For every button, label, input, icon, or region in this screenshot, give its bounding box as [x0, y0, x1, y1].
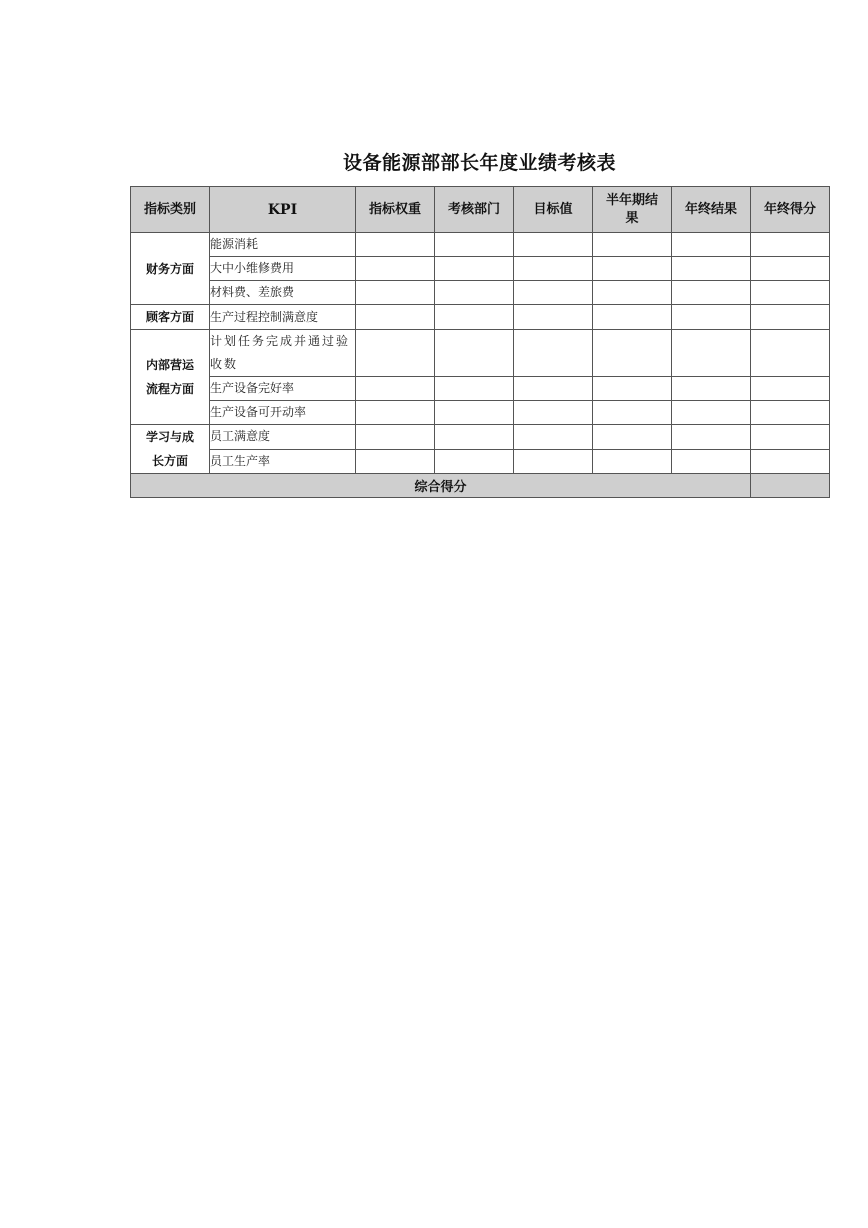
- cell-dept[interactable]: [435, 330, 514, 377]
- cell-weight[interactable]: [356, 449, 435, 474]
- cell-dept[interactable]: [435, 425, 514, 450]
- cell-year-end-score[interactable]: [751, 233, 830, 257]
- cell-weight[interactable]: [356, 377, 435, 401]
- kpi-plan-line2: 收数: [210, 357, 239, 371]
- total-label: 综合得分: [131, 474, 751, 498]
- cell-target[interactable]: [514, 401, 593, 425]
- cell-weight[interactable]: [356, 281, 435, 305]
- cell-weight[interactable]: [356, 305, 435, 330]
- cell-target[interactable]: [514, 305, 593, 330]
- category-internal-line1: 内部营运: [145, 358, 194, 372]
- kpi-table: [130, 186, 830, 498]
- cell-half-year[interactable]: [593, 401, 672, 425]
- category-finance: 财务方面: [131, 233, 210, 305]
- cell-weight[interactable]: [356, 233, 435, 257]
- cell-target[interactable]: [514, 425, 593, 450]
- kpi-staff-productivity: 员工生产率: [210, 449, 356, 474]
- cell-year-end-score[interactable]: [751, 425, 830, 450]
- header-half-year: [593, 187, 672, 233]
- cell-target[interactable]: [514, 330, 593, 377]
- cell-year-end-score[interactable]: [751, 305, 830, 330]
- cell-target[interactable]: [514, 449, 593, 474]
- table-row: [131, 257, 830, 281]
- kpi-staff-satisfaction: 员工满意度: [210, 425, 356, 450]
- total-row: [131, 474, 830, 498]
- table-row: [131, 305, 830, 330]
- cell-weight[interactable]: [356, 401, 435, 425]
- cell-dept[interactable]: [435, 401, 514, 425]
- cell-year-end-score[interactable]: [751, 449, 830, 474]
- header-year-end-result: 年终结果: [672, 187, 751, 233]
- cell-year-end-score[interactable]: [751, 257, 830, 281]
- table-row: [131, 425, 830, 450]
- cell-year-end-result[interactable]: [672, 401, 751, 425]
- table-row: [131, 377, 830, 401]
- cell-year-end-result[interactable]: [672, 257, 751, 281]
- cell-dept[interactable]: [435, 449, 514, 474]
- cell-year-end-score[interactable]: [751, 281, 830, 305]
- cell-year-end-score[interactable]: [751, 377, 830, 401]
- total-score-cell[interactable]: [751, 474, 830, 498]
- kpi-equipment-good: 生产设备完好率: [210, 377, 356, 401]
- kpi-maintenance: 大中小维修费用: [210, 257, 356, 281]
- kpi-energy: 能源消耗: [210, 233, 356, 257]
- header-half-year-line2: 果: [625, 210, 639, 226]
- cell-dept[interactable]: [435, 257, 514, 281]
- cell-year-end-result[interactable]: [672, 305, 751, 330]
- cell-half-year[interactable]: [593, 233, 672, 257]
- cell-half-year[interactable]: [593, 425, 672, 450]
- kpi-satisfaction: 生产过程控制满意度: [210, 305, 356, 330]
- cell-weight[interactable]: [356, 425, 435, 450]
- cell-target[interactable]: [514, 257, 593, 281]
- kpi-plan: [210, 330, 356, 377]
- table-header-row: [131, 187, 830, 233]
- header-target: 目标值: [514, 187, 593, 233]
- category-customer: 顾客方面: [131, 305, 210, 330]
- cell-target[interactable]: [514, 233, 593, 257]
- table-row: [131, 281, 830, 305]
- kpi-equipment-run: 生产设备可开动率: [210, 401, 356, 425]
- header-weight: 指标权重: [356, 187, 435, 233]
- cell-half-year[interactable]: [593, 377, 672, 401]
- header-category: 指标类别: [131, 187, 210, 233]
- cell-half-year[interactable]: [593, 449, 672, 474]
- header-kpi: KPI: [210, 187, 356, 233]
- table-row: [131, 401, 830, 425]
- kpi-plan-line1: 计划任务完成并通过验: [210, 334, 351, 348]
- cell-weight[interactable]: [356, 330, 435, 377]
- cell-half-year[interactable]: [593, 281, 672, 305]
- cell-year-end-result[interactable]: [672, 449, 751, 474]
- category-learning-line1: 学习与成: [145, 430, 194, 444]
- category-learning: [131, 425, 210, 474]
- cell-half-year[interactable]: [593, 330, 672, 377]
- cell-dept[interactable]: [435, 377, 514, 401]
- cell-year-end-score[interactable]: [751, 330, 830, 377]
- cell-weight[interactable]: [356, 257, 435, 281]
- cell-year-end-result[interactable]: [672, 281, 751, 305]
- cell-dept[interactable]: [435, 281, 514, 305]
- cell-dept[interactable]: [435, 233, 514, 257]
- cell-year-end-score[interactable]: [751, 401, 830, 425]
- category-learning-line2: 长方面: [151, 454, 188, 468]
- cell-year-end-result[interactable]: [672, 425, 751, 450]
- cell-dept[interactable]: [435, 305, 514, 330]
- cell-half-year[interactable]: [593, 305, 672, 330]
- cell-target[interactable]: [514, 377, 593, 401]
- cell-year-end-result[interactable]: [672, 377, 751, 401]
- table-row: [131, 330, 830, 377]
- kpi-materials: 材料费、差旅费: [210, 281, 356, 305]
- category-internal-line2: 流程方面: [145, 382, 194, 396]
- cell-year-end-result[interactable]: [672, 233, 751, 257]
- header-year-end-score: 年终得分: [751, 187, 830, 233]
- cell-target[interactable]: [514, 281, 593, 305]
- cell-year-end-result[interactable]: [672, 330, 751, 377]
- table-row: [131, 449, 830, 474]
- page-title: 设备能源部部长年度业绩考核表: [342, 152, 616, 174]
- category-internal: [131, 330, 210, 425]
- table-row: [131, 233, 830, 257]
- header-dept: 考核部门: [435, 187, 514, 233]
- cell-half-year[interactable]: [593, 257, 672, 281]
- header-half-year-line1: 半年期结: [605, 192, 658, 208]
